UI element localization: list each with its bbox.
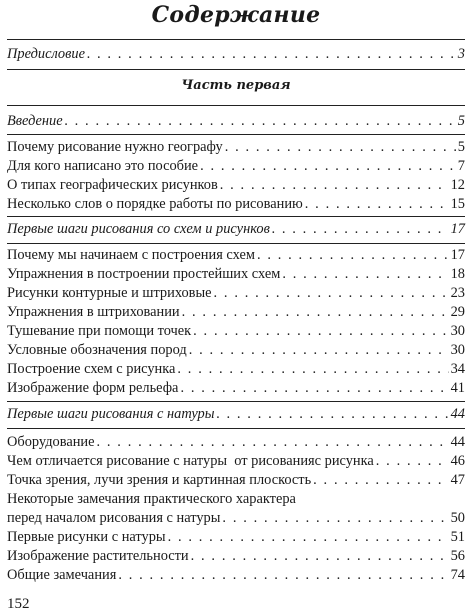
dot-leader (257, 247, 449, 264)
page-number: 44 (450, 406, 465, 422)
entry-text: Построение схем с рисунка (7, 361, 176, 377)
divider (7, 216, 465, 217)
toc-entry[interactable] (7, 567, 465, 586)
toc-entry[interactable] (7, 491, 465, 510)
entry-text: Первые рисунки с натуры (7, 529, 166, 545)
dot-leader (180, 380, 448, 397)
toc-entry[interactable] (7, 361, 465, 380)
divider (7, 401, 465, 402)
divider (7, 243, 465, 244)
page-folio: 152 (7, 596, 30, 612)
page-number: 12 (450, 177, 465, 193)
page-number: 47 (450, 472, 465, 488)
dot-leader (168, 529, 449, 546)
toc-entry[interactable] (7, 380, 465, 399)
divider (7, 428, 465, 429)
page-number: 5 (457, 113, 465, 129)
page-number: 17 (450, 221, 465, 237)
toc-entry[interactable] (7, 434, 465, 453)
toc-entry[interactable] (7, 323, 465, 342)
page-number: 51 (450, 529, 465, 545)
page-number: 18 (450, 266, 465, 282)
dot-leader (222, 510, 448, 527)
page-number: 41 (450, 380, 465, 396)
page-number: 50 (450, 510, 465, 526)
dot-leader (214, 285, 449, 302)
dot-leader (177, 361, 448, 378)
toc-entry[interactable] (7, 453, 465, 472)
entry-text: Первые шаги рисования со схем и рисунков (7, 221, 270, 237)
page-number: 30 (450, 342, 465, 358)
page-number: 7 (457, 158, 465, 174)
dot-leader (118, 567, 448, 584)
dot-leader (97, 434, 449, 451)
toc-entry[interactable] (7, 177, 465, 196)
entry-text: Предисловие (7, 46, 85, 62)
dot-leader (225, 139, 456, 156)
page-number: 46 (450, 453, 465, 469)
entry-text: Почему рисование нужно географу (7, 139, 223, 155)
dot-leader (200, 158, 456, 175)
toc-entry[interactable] (7, 548, 465, 567)
page-number: 30 (450, 323, 465, 339)
page-number: 34 (450, 361, 465, 377)
entry-text: Изображение форм рельефа (7, 380, 179, 396)
entry-text: Некоторые замечания практического характера (7, 491, 296, 507)
dot-leader (182, 304, 449, 321)
page-number: 5 (457, 139, 465, 155)
toc-section-header[interactable] (7, 221, 465, 240)
entry-text: перед началом рисования с натуры (7, 510, 221, 526)
toc-entry[interactable] (7, 529, 465, 548)
entry-text: Первые шаги рисования с натуры (7, 406, 215, 422)
dot-leader (191, 548, 449, 565)
entry-text: Изображение растительности (7, 548, 189, 564)
entry-text: Для кого написано это пособие (7, 158, 199, 174)
toc-entry[interactable] (7, 139, 465, 158)
page-number: 29 (450, 304, 465, 320)
dot-leader (189, 342, 449, 359)
entry-text: Упражнения в штриховании (7, 304, 180, 320)
toc-entry[interactable] (7, 304, 465, 323)
page-number: 23 (450, 285, 465, 301)
dot-leader (282, 266, 448, 283)
entry-text: Тушевание при помощи точек (7, 323, 192, 339)
toc-entry[interactable] (7, 472, 465, 491)
toc-entry[interactable] (7, 342, 465, 361)
page-title: Содержание (151, 2, 321, 28)
entry-text: Общие замечания (7, 567, 117, 583)
dot-leader (376, 453, 449, 470)
toc-section-header[interactable] (7, 406, 465, 425)
page-number: 56 (450, 548, 465, 564)
page-number: 74 (450, 567, 465, 583)
page-number: 17 (450, 247, 465, 263)
toc-entry[interactable] (7, 196, 465, 215)
dot-leader (193, 323, 448, 340)
entry-text: Чем отличается рисование с натуры от рисованияс рисунка (7, 453, 374, 469)
divider (7, 105, 465, 106)
entry-text: Почему мы начинаем с построения схем (7, 247, 255, 263)
entry-text: Упражнения в построении простейших схем (7, 266, 281, 282)
divider (7, 134, 465, 135)
entry-text: Точка зрения, лучи зрения и картинная плоскость (7, 472, 312, 488)
entry-text: Несколько слов о порядке работы по рисованию (7, 196, 303, 212)
dot-leader (313, 472, 448, 489)
entry-text: Введение (7, 113, 63, 129)
entry-text: О типах географических рисунков (7, 177, 218, 193)
dot-leader (87, 46, 456, 63)
entry-text: Условные обозначения пород (7, 342, 187, 358)
toc-entry-preface[interactable] (7, 46, 465, 65)
dot-leader (217, 406, 449, 423)
page-number: 3 (457, 46, 465, 62)
entry-text: Оборудование (7, 434, 95, 450)
toc-entry[interactable] (7, 158, 465, 177)
entry-text: Рисунки контурные и штриховые (7, 285, 212, 301)
dot-leader (272, 221, 449, 238)
divider (7, 69, 465, 70)
toc-entry[interactable] (7, 266, 465, 285)
dot-leader (305, 196, 449, 213)
part-heading: Часть первая (181, 78, 291, 93)
toc-entry[interactable] (7, 247, 465, 266)
toc-entry[interactable] (7, 510, 465, 529)
divider (7, 39, 465, 40)
dot-leader (220, 177, 449, 194)
toc-section-header[interactable] (7, 113, 465, 132)
toc-entry[interactable] (7, 285, 465, 304)
page-number: 15 (450, 196, 465, 212)
dot-leader (65, 113, 456, 130)
page-number: 44 (450, 434, 465, 450)
